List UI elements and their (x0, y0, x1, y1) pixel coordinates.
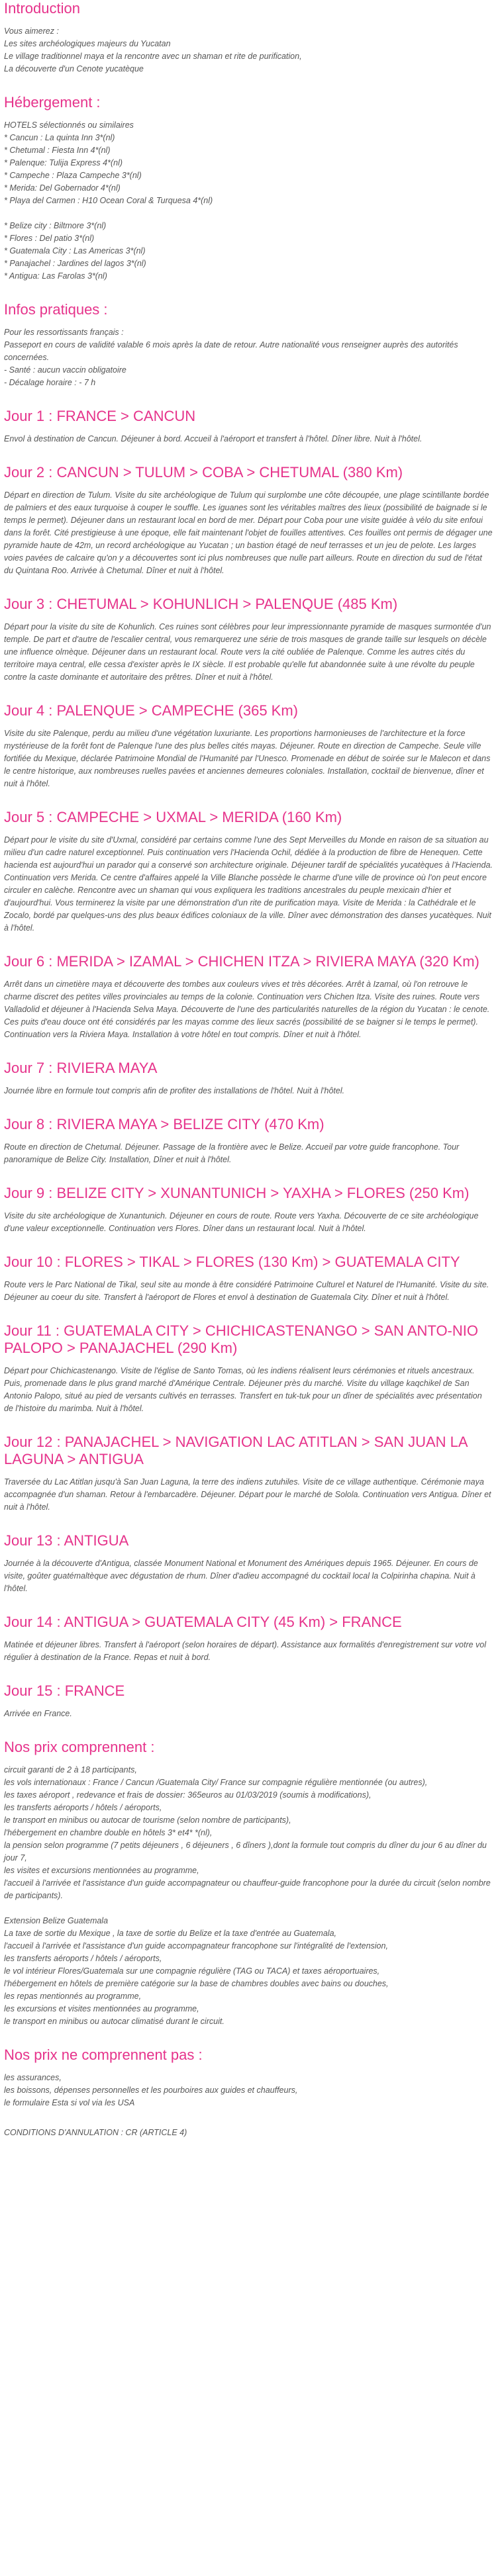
hotel-item: * Merida: Del Gobernador 4*(nl) (4, 183, 121, 193)
text-line: Vous aimerez : (4, 26, 59, 36)
hotel-list (4, 119, 493, 283)
list-item: La taxe de sortie du Mexique , la taxe de sortie du Belize et la taxe d'entrée au Guatemala, (4, 1929, 336, 1938)
day-10 (4, 1254, 493, 1304)
day-title: Jour 10 : FLORES > TIKAL > FLORES (130 Km) > GUATEMALA CITY (4, 1254, 460, 1270)
day-13 (4, 1532, 493, 1595)
list-item: les taxes aéroport , redevance et frais de dossier: 365euros au 01/03/2019 (soumis à modifications), (4, 1790, 372, 1800)
day-description: Envol à destination de Cancun. Déjeuner à bord. Accueil à l'aéroport et transfert à l'hôtel. Dîner libre. Nuit à l'hôtel. (4, 434, 423, 443)
list-item: les assurances, (4, 2073, 62, 2082)
list-item: le transport en minibus ou autocar de tourisme (selon nombre de participants), (4, 1816, 291, 1825)
section-title: Nos prix ne comprennent pas : (4, 2047, 203, 2063)
list-item: les transferts aéroports / hôtels / aéroports, (4, 1954, 162, 1963)
day-description: Visite du site archéologique de Xunantunich. Déjeuner en cours de route. Route vers Yaxha. Découverte de ce site archéologique d'une valeur exceptionnelle. Continuation vers Flores. Dîner dans un restaurant local. Nuit à l'hôtel. (4, 1211, 479, 1233)
text-line: HOTELS sélectionnés ou similaires (4, 120, 134, 130)
day-14 (4, 1614, 493, 1664)
day-title: Jour 4 : PALENQUE > CAMPECHE (365 Km) (4, 702, 299, 719)
hotel-item: * Chetumal : Fiesta Inn 4*(nl) (4, 146, 111, 155)
day-6 (4, 953, 493, 1041)
section-introduction (4, 0, 493, 75)
list-item: les vols internationaux : France / Cancun /Guatemala City/ France sur compagnie régulière mentionnée (ou autres), (4, 1778, 428, 1787)
list-item: circuit garanti de 2 à 18 participants, (4, 1765, 137, 1774)
list-item: l'hébergement en hôtels de première catégorie sur la base de chambres doubles avec bains ou douches, (4, 1979, 389, 1988)
day-12 (4, 1434, 493, 1514)
day-description: Départ en direction de Tulum. Visite du site archéologique de Tulum qui surplombe une côte découpée, une plage scintillante bordée de palmiers et des eaux turquoise à couper le souffle. Les iguanes sont les véritables maîtres des lieux (possibilité de baignade si le temps le permet). Déjeuner dans un restaurant local en bord de mer. Départ pour Coba pour une visite guidée à vélo du site enfoui dans la forêt. Cité prestigieuse à une époque, elle fait maintenant l'objet de fouilles attentives. Ces fouilles ont permis de dégager une pyramide haute de 42m, un record archéologique au Yucatan ; un bastion étagé de neuf terrasses et un jeu de pelote. Les larges voies pavées de calcaire qu'on y a découvertes sont ici plus nombreuses que nulle part ailleurs. Route en direction du sud de l'état du Quintana Roo. Arrivée à Chetumal. Dîner et nuit à l'hôtel. (4, 490, 493, 575)
text-line: Pour les ressortissants français : (4, 328, 124, 337)
day-title: Jour 5 : CAMPECHE > UXMAL > MERIDA (160 Km) (4, 809, 342, 825)
day-15 (4, 1682, 493, 1720)
day-title: Jour 11 : GUATEMALA CITY > CHICHICASTENANGO > SAN ANTO-NIO PALOPO > PANAJACHEL (290 Km) (4, 1322, 478, 1356)
day-description: Journée libre en formule tout compris afin de profiter des installations de l'hôtel. Nuit à l'hôtel. (4, 1086, 345, 1095)
text-line: La découverte d'un Cenote yucatèque (4, 64, 144, 73)
section-hebergement (4, 94, 493, 283)
day-title: Jour 2 : CANCUN > TULUM > COBA > CHETUMAL (380 Km) (4, 464, 403, 481)
hotel-item: * Cancun : La quinta Inn 3*(nl) (4, 133, 115, 142)
section-prix-ne-comprennent-pas (4, 2047, 493, 2109)
day-8 (4, 1116, 493, 1166)
day-11 (4, 1322, 493, 1415)
section-title: Hébergement : (4, 94, 101, 111)
hotel-item: * Antigua: Las Farolas 3*(nl) (4, 271, 107, 281)
day-7 (4, 1060, 493, 1097)
day-description: Matinée et déjeuner libres. Transfert à l'aéroport (selon horaires de départ). Assistance aux formalités d'enregistrement sur votre vol régulier à destination de la France. Repas et nuit à bord. (4, 1640, 487, 1662)
day-title: Jour 7 : RIVIERA MAYA (4, 1060, 158, 1076)
spacer (4, 207, 493, 220)
spacer (4, 1902, 493, 1915)
day-title: Jour 12 : PANAJACHEL > NAVIGATION LAC ATITLAN > SAN JUAN LA LAGUNA > ANTIGUA (4, 1434, 468, 1467)
day-description: Arrêt dans un cimetière maya et découverte des tombes aux couleurs vives et très décorées. Arrêt à Izamal, où l'on retrouve le charme discret des petites villes provinciales au temps de la colonie. Continuation vers Chichen Itza. Visite des ruines. Route vers Valladolid et déjeuner à l'Hacienda Selva Maya. Découverte de l'une des particularités naturelles de la région du Yucatan : le cenote. Ces puits d'eau douce ont été considérés par les mayas comme des lieux sacrés (possibilité de se baigner si le temps le permet). Continuation vers la Riviera Maya. Installation à votre hôtel en tout compris. Dîner et nuit à l'hôtel. (4, 980, 490, 1039)
day-title: Jour 14 : ANTIGUA > GUATEMALA CITY (45 Km) > FRANCE (4, 1614, 402, 1630)
intro-lines (4, 25, 493, 75)
hotel-item: * Playa del Carmen : H10 Ocean Coral & Turquesa 4*(nl) (4, 196, 213, 205)
infos-lines (4, 326, 493, 389)
hotel-item: * Belize city : Biltmore 3*(nl) (4, 221, 107, 230)
day-9 (4, 1185, 493, 1235)
list-item: l'hébergement en chambre double en hôtels 3* et4* *(nl), (4, 1828, 213, 1837)
list-item: l'accueil à l'arrivée et l'assistance d'un guide accompagnateur ou chauffeur-guide francophone pour la durée du circuit (selon nombre de participants). (4, 1878, 491, 1900)
day-title: Jour 13 : ANTIGUA (4, 1532, 129, 1549)
day-description: Départ pour le visite du site d'Uxmal, considéré par certains comme l'une des Sept Merveilles du Monde en raison de sa situation au milieu d'un cadre naturel exceptionnel. Puis continuation vers l'Hacienda Ochil, dédiée à la production de fibre de Henequen. Cette hacienda est aujourd'hui un parador qui a conservé son architecture originale. Déjeuner tardif de spécialités yucatèques à l'Hacienda. Continuation vers Merida. Ce centre d'affaires appelé la Ville Blanche possède le charme d'une ville de province où l'on peut encore circuler en calèche. Rencontre avec un shaman qui vous expliquera les traditions ancestrales du peuple mexicain d'hier et d'aujourd'hui. Vous terminerez la visite par une démonstration d'un rite de purification maya. Visite de Merida : la Cathédrale et le Zocalo, bordé par quelques-uns des plus beaux édifices coloniaux de la ville. Dîner avec démonstration des danses yucatèques. Nuit à l'hôtel. (4, 835, 493, 933)
list-subheading: Extension Belize Guatemala (4, 1916, 109, 1925)
day-3 (4, 596, 493, 684)
day-title: Jour 15 : FRANCE (4, 1682, 125, 1699)
day-5 (4, 809, 493, 935)
list-item: l'accueil à l'arrivée et l'assistance d'un guide accompagnateur francophone sur l'intégralité de l'extension, (4, 1941, 388, 1951)
list-item: le vol intérieur Flores/Guatemala sur une compagnie régulière (TAG ou TACA) et taxes aéroportuaires, (4, 1966, 380, 1976)
list-item: les excursions et visites mentionnées au programme, (4, 2004, 199, 2013)
day-description: Départ pour la visite du site de Kohunlich. Ces ruines sont célèbres pour leur impressionnante pyramide de masques surmontée d'un temple. De part et d'autre de l'escalier central, vous remarquerez une série de trois masques de grande taille sur lesquels on décèle une influence olmèque. Déjeuner dans un restaurant local. Route vers la cité oubliée de Palenque. Comme les autres cités du territoire maya central, elle cessa d'exister après le IX siècle. Il est probable qu'elle fut abandonnée suite à une révolte du peuple contre la caste dominante et autoritaire des prêtres. Dîner et nuit à l'hôtel. (4, 622, 491, 682)
list-item: la pension selon programme (7 petits déjeuners , 6 déjeuners , 6 dîners ),dont la formule tout compris du dîner du jour 6 au dîner du jour 7, (4, 1841, 487, 1863)
excluded-list (4, 2072, 493, 2109)
text-line: Les sites archéologiques majeurs du Yucatan (4, 39, 171, 48)
day-4 (4, 702, 493, 790)
text-line: - Santé : aucun vaccin obligatoire (4, 365, 126, 375)
list-item: les boissons, dépenses personnelles et les pourboires aux guides et chauffeurs, (4, 2086, 298, 2095)
day-title: Jour 9 : BELIZE CITY > XUNANTUNICH > YAXHA > FLORES (250 Km) (4, 1185, 470, 1201)
day-description: Route en direction de Chetumal. Déjeuner. Passage de la frontière avec le Belize. Accueil par votre guide francophone. Tour panoramique de Belize City. Installation, Dîner et nuit à l'hôtel. (4, 1142, 460, 1164)
text-line: - Décalage horaire : - 7 h (4, 378, 96, 387)
day-title: Jour 6 : MERIDA > IZAMAL > CHICHEN ITZA > RIVIERA MAYA (320 Km) (4, 953, 479, 970)
hotel-item: * Guatemala City : Las Americas 3*(nl) (4, 246, 146, 255)
hotel-item: * Palenque: Tulija Express 4*(nl) (4, 158, 123, 167)
list-item: les transferts aéroports / hôtels / aéroports, (4, 1803, 162, 1812)
text-line: Passeport en cours de validité valable 6 mois après la date de retour. Autre nationalité vous renseigner auprès des autorités concernées. (4, 340, 458, 362)
day-title: Jour 1 : FRANCE > CANCUN (4, 408, 196, 424)
list-item: le transport en minibus ou autocar climatisé durant le circuit. (4, 2017, 225, 2026)
day-title: Jour 3 : CHETUMAL > KOHUNLICH > PALENQUE (485 Km) (4, 596, 398, 612)
day-description: Journée à la découverte d'Antigua, classée Monument National et Monument des Amériques depuis 1965. Déjeuner. En cours de visite, goûter guatémaltèque avec dégustation de rhum. Dîner d'adieu accompagné du cocktail local la Colpirinha chapina. Nuit à l'hôtel. (4, 1559, 478, 1593)
hotel-item: * Flores : Del patio 3*(nl) (4, 234, 95, 243)
day-2 (4, 464, 493, 577)
day-description: Arrivée en France. (4, 1709, 72, 1718)
day-title: Jour 8 : RIVIERA MAYA > BELIZE CITY (470 Km) (4, 1116, 325, 1132)
day-description: Visite du site Palenque, perdu au milieu d'une végétation luxuriante. Les proportions harmonieuses de l'architecture et la force mystérieuse de la forêt font de Palenque l'une des plus belles cités mayas. Déjeuner. Route en direction de Campeche. Seule ville fortifiée du Mexique, déclarée Patrimoine Mondial de l'Humanité par l'Unesco. Promenade en début de soirée sur le Malecon et dans le centre historique, aux nombreuses ruelles pavées et anciennes demeures coloniales. Installation, cocktail de bienvenue, dîner et nuit à l'hôtel. (4, 729, 491, 788)
section-infos-pratiques (4, 301, 493, 389)
section-title: Infos pratiques : (4, 301, 108, 318)
section-prix-comprennent (4, 1739, 493, 2028)
day-1 (4, 408, 493, 445)
section-title: Introduction (4, 0, 80, 17)
day-description: Route vers le Parc National de Tikal, seul site au monde à être considéré Patrimoine Culturel et Naturel de l'Humanité. Visite du site. Déjeuner au coeur du site. Transfert à l'aéroport de Flores et envol à destination de Guatemala City. Dîner et nuit à l'hôtel. (4, 1280, 489, 1302)
hotel-item: * Panajachel : Jardines del lagos 3*(nl) (4, 259, 146, 268)
list-item: les repas mentionnés au programme, (4, 1992, 142, 2001)
text-line: Le village traditionnel maya et la rencontre avec un shaman et rite de purification, (4, 52, 302, 61)
section-title: Nos prix comprennent : (4, 1739, 155, 1755)
cancellation-conditions: CONDITIONS D'ANNULATION : CR (ARTICLE 4) (4, 2128, 187, 2137)
day-description: Traversée du Lac Atitlan jusqu'à San Juan Laguna, la terre des indiens zutuhiles. Visite de ce village authentique. Cérémonie maya accompagnée d'un shaman. Retour à l'embarcadère. Déjeuner. Départ pour le marché de Solola. Continuation vers Antigua. Dîner et nuit à l'hôtel. (4, 1477, 491, 1512)
included-list (4, 1764, 493, 2028)
list-item: les visites et excursions mentionnées au programme, (4, 1866, 199, 1875)
hotel-item: * Campeche : Plaza Campeche 3*(nl) (4, 171, 142, 180)
list-item: le formulaire Esta si vol via les USA (4, 2098, 135, 2107)
day-description: Départ pour Chichicastenango. Visite de l'église de Santo Tomas, où les indiens réalisent leurs cérémonies et rituels ancestraux. Puis, promenade dans le plus grand marché d'Amérique Centrale. Déjeuner près du marché. Visite du village kaqchikel de San Antonio Palopo, situé au pied de versants cultivés en terrasses. Transfert en tuk-tuk pour un dîner de spécialités avec présentation de l'histoire du marimba. Nuit à l'hôtel. (4, 1366, 482, 1413)
